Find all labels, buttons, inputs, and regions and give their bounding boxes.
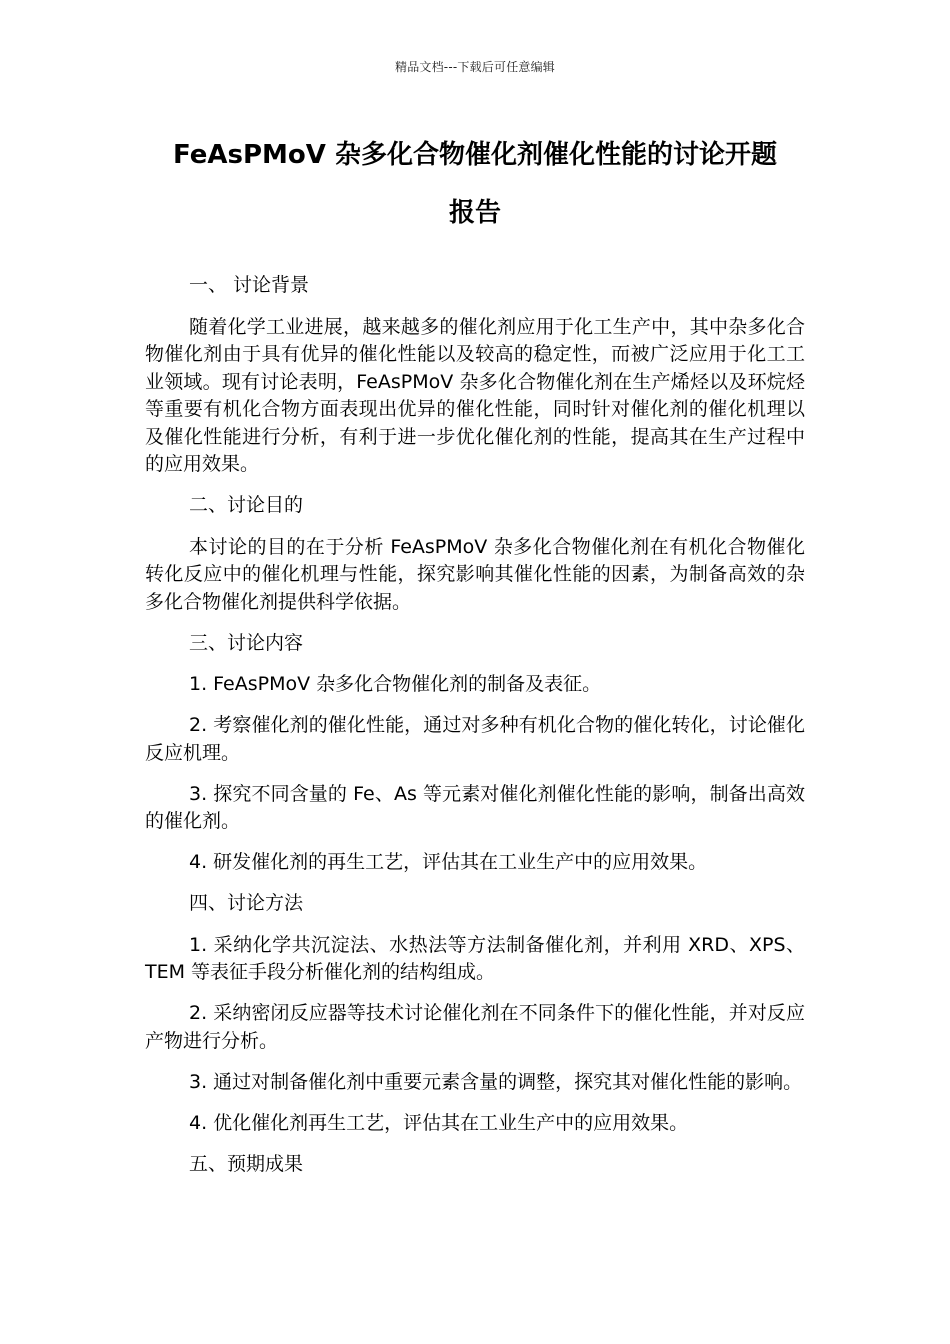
section-heading-methods: 四、讨论方法: [189, 892, 304, 914]
background-paragraph: 随着化学工业进展，越来越多的催化剂应用于化工生产中，其中杂多化合物催化剂由于具有优异的催化性能以及较高的稳定性，而被广泛应用于化工工业领域。现有讨论表明，FeAsPMoV 杂多化合物催化剂在生产烯烃以及环烷烃等重要有机化合物方面表现出优异的催化性能，同时针对催化剂的催化机理以及催化性能进行分析，有利于进一步优化催化剂的性能，提高其在生产过程中的应用效果。: [145, 315, 805, 475]
content-item-4: 4. 研发催化剂的再生工艺，评估其在工业生产中的应用效果。: [189, 851, 708, 873]
section-heading-purpose: 二、讨论目的: [189, 494, 304, 516]
methods-item-4: 4. 优化催化剂再生工艺，评估其在工业生产中的应用效果。: [189, 1111, 689, 1134]
content-item-1: 1. FeAsPMoV 杂多化合物催化剂的制备及表征。: [189, 673, 602, 695]
content-item-3: 3. 探究不同含量的 Fe、As 等元素对催化剂催化性能的影响，制备出高效的催化剂。: [145, 782, 805, 832]
document-title-line-2: 报告: [448, 198, 501, 228]
methods-item-1: 1. 采纳化学共沉淀法、水热法等方法制备催化剂，并利用 XRD、XPS、TEM 等表征手段分析催化剂的结构组成。: [145, 933, 805, 983]
section-heading-expected: 五、预期成果: [189, 1152, 304, 1175]
document-title-line-1: FeAsPMoV 杂多化合物催化剂催化性能的讨论开题: [173, 140, 777, 170]
section-heading-content: 三、讨论内容: [189, 631, 304, 654]
purpose-paragraph: 本讨论的目的在于分析 FeAsPMoV 杂多化合物催化剂在有机化合物催化转化反应中的催化机理与性能，探究影响其催化性能的因素，为制备高效的杂多化合物催化剂提供科学依据。: [145, 535, 805, 613]
methods-item-2: 2. 采纳密闭反应器等技术讨论催化剂在不同条件下的催化性能，并对反应产物进行分析。: [145, 1002, 805, 1052]
section-heading-background: 一、 讨论背景: [189, 274, 310, 296]
page-header-note: 精品文档---下载后可任意编辑: [395, 60, 555, 74]
document-body: [145, 272, 805, 1192]
content-item-2: 2. 考察催化剂的催化性能，通过对多种有机化合物的催化转化，讨论催化反应机理。: [145, 714, 805, 764]
methods-item-3: 3. 通过对制备催化剂中重要元素含量的调整，探究其对催化性能的影响。: [189, 1070, 803, 1093]
